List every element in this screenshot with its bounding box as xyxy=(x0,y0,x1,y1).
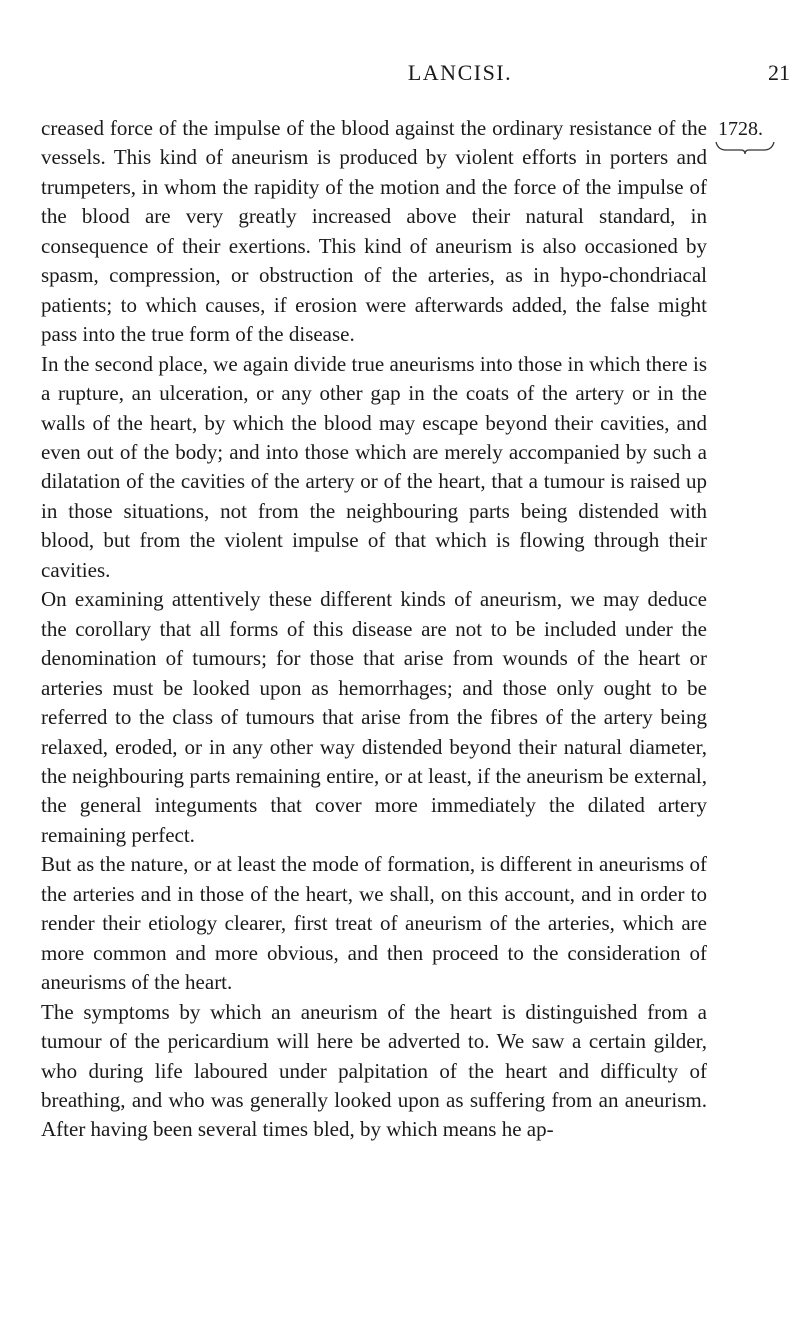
margin-brace-mark xyxy=(714,140,776,156)
body-text xyxy=(41,114,707,1145)
paragraph-4: But as the nature, or at least the mode of formation, is different in aneurisms of the arteries and in those of the heart, we shall, on this account, and in order to render their etiology clearer, first treat of aneurism of the arteries, which are more common and more obvious, and then proceed to the consideration of aneurisms of the heart. xyxy=(41,852,707,995)
running-head: LANCISI. xyxy=(407,60,513,85)
page-header xyxy=(130,60,790,90)
paragraph-1: creased force of the impulse of the blood against the ordinary resistance of the vessels. This kind of aneurism is produced by violent efforts in porters and trumpeters, in whom the rapidity of the motion and the force of the impulse of the blood are very greatly increased above their natural standard, in consequence of their exertions. This kind of aneurism is also occasioned by spasm, compression, or obstruction of the arteries, as in hypo-chondriacal patients; to which causes, if erosion were afterwards added, the false might pass into the true form of the disease. xyxy=(41,116,707,347)
paragraph-3: On examining attentively these different kinds of aneurism, we may deduce the corollary that all forms of this disease are not to be included under the denomination of tumours; for those that arise from wounds of the heart or arteries must be looked upon as hemorrhages; and those only ought to be referred to the class of tumours that arise from the fibres of the artery being relaxed, eroded, or in any other way distended beyond their natural diameter, the neighbouring parts remaining entire, or at least, if the aneurism be external, the general integuments that cover more immediately the dilated artery remaining perfect. xyxy=(41,587,707,847)
margin-year-note: 1728. xyxy=(718,118,763,140)
paragraph-2: In the second place, we again divide true aneurisms into those in which there is a rupture, an ulceration, or any other gap in the coats of the artery or in the walls of the heart, by which the blood may escape beyond their cavities, and even out of the body; and into those which are merely accompanied by such a dilatation of the cavities of the artery or of the heart, that a tumour is raised up in those situations, not from the neighbouring parts being distended with blood, but from the violent impulse of that which is flowing through their cavities. xyxy=(41,351,707,582)
page-number: 21 xyxy=(768,60,790,85)
paragraph-5: The symptoms by which an aneurism of the heart is distinguished from a tumour of the pericardium will here be adverted to. We saw a certain gilder, who during life laboured under palpitation of the heart and difficulty of breathing, and who was generally looked upon as suffering from an aneurism. After having been several times bled, by which means he ap- xyxy=(41,999,707,1142)
